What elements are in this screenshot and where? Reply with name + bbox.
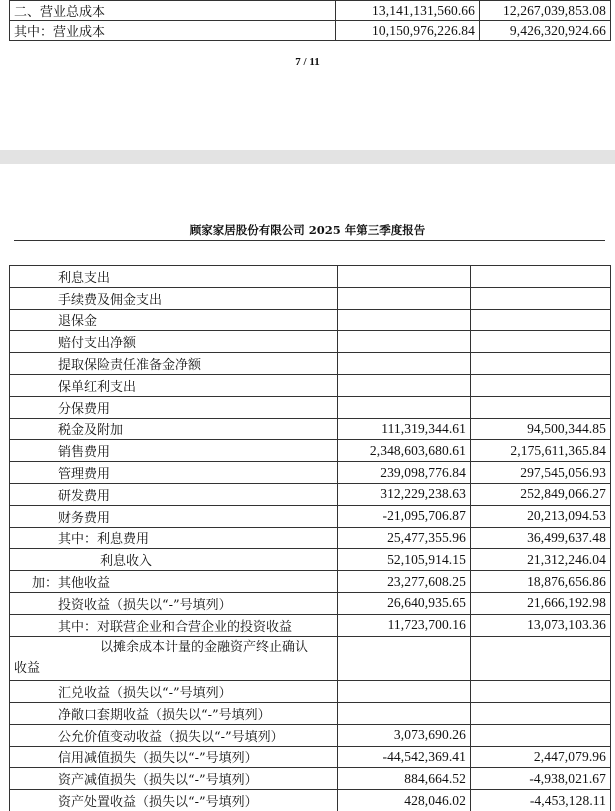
current-period-value xyxy=(338,287,471,309)
table-row xyxy=(10,21,611,41)
table-row xyxy=(10,614,611,636)
current-period-value: 884,664.52 xyxy=(338,768,471,790)
row-label-multiline xyxy=(10,636,338,681)
prior-period-value xyxy=(471,702,611,724)
row-label: 利息收入 xyxy=(10,549,338,571)
row-label: 其中：对联营企业和合营企业的投资收益 xyxy=(10,614,338,636)
row-label: 分保费用 xyxy=(10,396,338,418)
prior-period-value: 297,545,056.93 xyxy=(471,462,611,484)
current-period-value: 10,150,976,226.84 xyxy=(336,21,480,41)
prior-period-value xyxy=(471,331,611,353)
current-period-value xyxy=(338,353,471,375)
prior-period-value: 252,849,066.27 xyxy=(471,483,611,505)
income-statement-table-continued xyxy=(9,0,611,41)
current-period-value: 111,319,344.61 xyxy=(338,418,471,440)
prior-period-value xyxy=(471,396,611,418)
row-label: 资产处置收益（损失以“-”号填列） xyxy=(10,790,338,811)
table-row xyxy=(10,746,611,768)
table-row xyxy=(10,418,611,440)
prior-period-value: 94,500,344.85 xyxy=(471,418,611,440)
current-period-value: 312,229,238.63 xyxy=(338,483,471,505)
current-period-value xyxy=(338,681,471,703)
current-period-value: 239,098,776.84 xyxy=(338,462,471,484)
row-label: 汇兑收益（损失以“-”号填列） xyxy=(10,681,338,703)
prior-period-value: 2,175,611,365.84 xyxy=(471,440,611,462)
header-rule xyxy=(14,240,605,241)
prior-period-value: -4,453,128.11 xyxy=(471,790,611,811)
table-row xyxy=(10,527,611,549)
prior-period-value xyxy=(471,681,611,703)
page-8 xyxy=(0,164,615,811)
table-row xyxy=(10,790,611,811)
page-7-bottom xyxy=(0,0,615,150)
row-label: 手续费及佣金支出 xyxy=(10,287,338,309)
page-separator xyxy=(0,150,615,164)
current-period-value: -21,095,706.87 xyxy=(338,505,471,527)
current-period-value xyxy=(338,396,471,418)
prior-period-value: 13,073,103.36 xyxy=(471,614,611,636)
current-period-value: 11,723,700.16 xyxy=(338,614,471,636)
row-label: 财务费用 xyxy=(10,505,338,527)
prior-period-value xyxy=(471,287,611,309)
current-period-value xyxy=(338,309,471,331)
current-period-value: 52,105,914.15 xyxy=(338,549,471,571)
row-label: 其中：营业成本 xyxy=(10,21,336,41)
current-period-value xyxy=(338,374,471,396)
current-period-value: 2,348,603,680.61 xyxy=(338,440,471,462)
table-row xyxy=(10,483,611,505)
current-period-value: 26,640,935.65 xyxy=(338,592,471,614)
current-period-value xyxy=(338,636,471,681)
table-row xyxy=(10,396,611,418)
prior-period-value: 21,666,192.98 xyxy=(471,592,611,614)
row-label-line2: 收益 xyxy=(14,661,41,677)
row-label: 净敞口套期收益（损失以“-”号填列） xyxy=(10,702,338,724)
table-row xyxy=(10,287,611,309)
current-period-value: 25,477,355.96 xyxy=(338,527,471,549)
prior-period-value: 21,312,246.04 xyxy=(471,549,611,571)
prior-period-value xyxy=(471,353,611,375)
table-row xyxy=(10,724,611,746)
table-row xyxy=(10,571,611,593)
row-label: 其中：利息费用 xyxy=(10,527,338,549)
table-row xyxy=(10,636,611,681)
table-row xyxy=(10,549,611,571)
income-statement-table xyxy=(9,265,611,811)
page-number: 7 / 11 xyxy=(295,56,320,68)
table-row xyxy=(10,702,611,724)
current-period-value: 13,141,131,560.66 xyxy=(336,1,480,21)
prior-period-value xyxy=(471,636,611,681)
row-label: 加：其他收益 xyxy=(10,571,338,593)
row-label: 赔付支出净额 xyxy=(10,331,338,353)
table-row xyxy=(10,266,611,288)
report-header-title: 顾家家居股份有限公司 2025 年第三季度报告 xyxy=(189,223,426,237)
row-label: 研发费用 xyxy=(10,483,338,505)
table-row xyxy=(10,309,611,331)
table-row xyxy=(10,374,611,396)
table-row xyxy=(10,462,611,484)
table-row xyxy=(10,1,611,21)
prior-period-value: 2,447,079.96 xyxy=(471,746,611,768)
table-row xyxy=(10,768,611,790)
current-period-value: 23,277,608.25 xyxy=(338,571,471,593)
current-period-value xyxy=(338,266,471,288)
table-row xyxy=(10,505,611,527)
current-period-value: 428,046.02 xyxy=(338,790,471,811)
prior-period-value xyxy=(471,309,611,331)
table-row xyxy=(10,592,611,614)
prior-period-value: -4,938,021.67 xyxy=(471,768,611,790)
row-label: 退保金 xyxy=(10,309,338,331)
table-row xyxy=(10,440,611,462)
current-period-value xyxy=(338,702,471,724)
prior-period-value xyxy=(471,266,611,288)
prior-period-value: 12,267,039,853.08 xyxy=(480,1,611,21)
prior-period-value: 9,426,320,924.66 xyxy=(480,21,611,41)
table-row xyxy=(10,681,611,703)
row-label: 公允价值变动收益（损失以“-”号填列） xyxy=(10,724,338,746)
prior-period-value xyxy=(471,724,611,746)
prior-period-value: 20,213,094.53 xyxy=(471,505,611,527)
row-label-line1: 以摊余成本计量的金融资产终止确认 xyxy=(100,639,309,655)
row-label: 利息支出 xyxy=(10,266,338,288)
table-row xyxy=(10,353,611,375)
row-label: 税金及附加 xyxy=(10,418,338,440)
row-label: 二、营业总成本 xyxy=(10,1,336,21)
prior-period-value xyxy=(471,374,611,396)
prior-period-value: 36,499,637.48 xyxy=(471,527,611,549)
table-row xyxy=(10,331,611,353)
row-label: 管理费用 xyxy=(10,462,338,484)
row-label: 提取保险责任准备金净额 xyxy=(10,353,338,375)
current-period-value xyxy=(338,331,471,353)
current-period-value: -44,542,369.41 xyxy=(338,746,471,768)
row-label: 投资收益（损失以“-”号填列） xyxy=(10,592,338,614)
row-label: 资产减值损失（损失以“-”号填列） xyxy=(10,768,338,790)
prior-period-value: 18,876,656.86 xyxy=(471,571,611,593)
row-label: 销售费用 xyxy=(10,440,338,462)
row-label: 保单红利支出 xyxy=(10,374,338,396)
current-period-value: 3,073,690.26 xyxy=(338,724,471,746)
row-label: 信用减值损失（损失以“-”号填列） xyxy=(10,746,338,768)
